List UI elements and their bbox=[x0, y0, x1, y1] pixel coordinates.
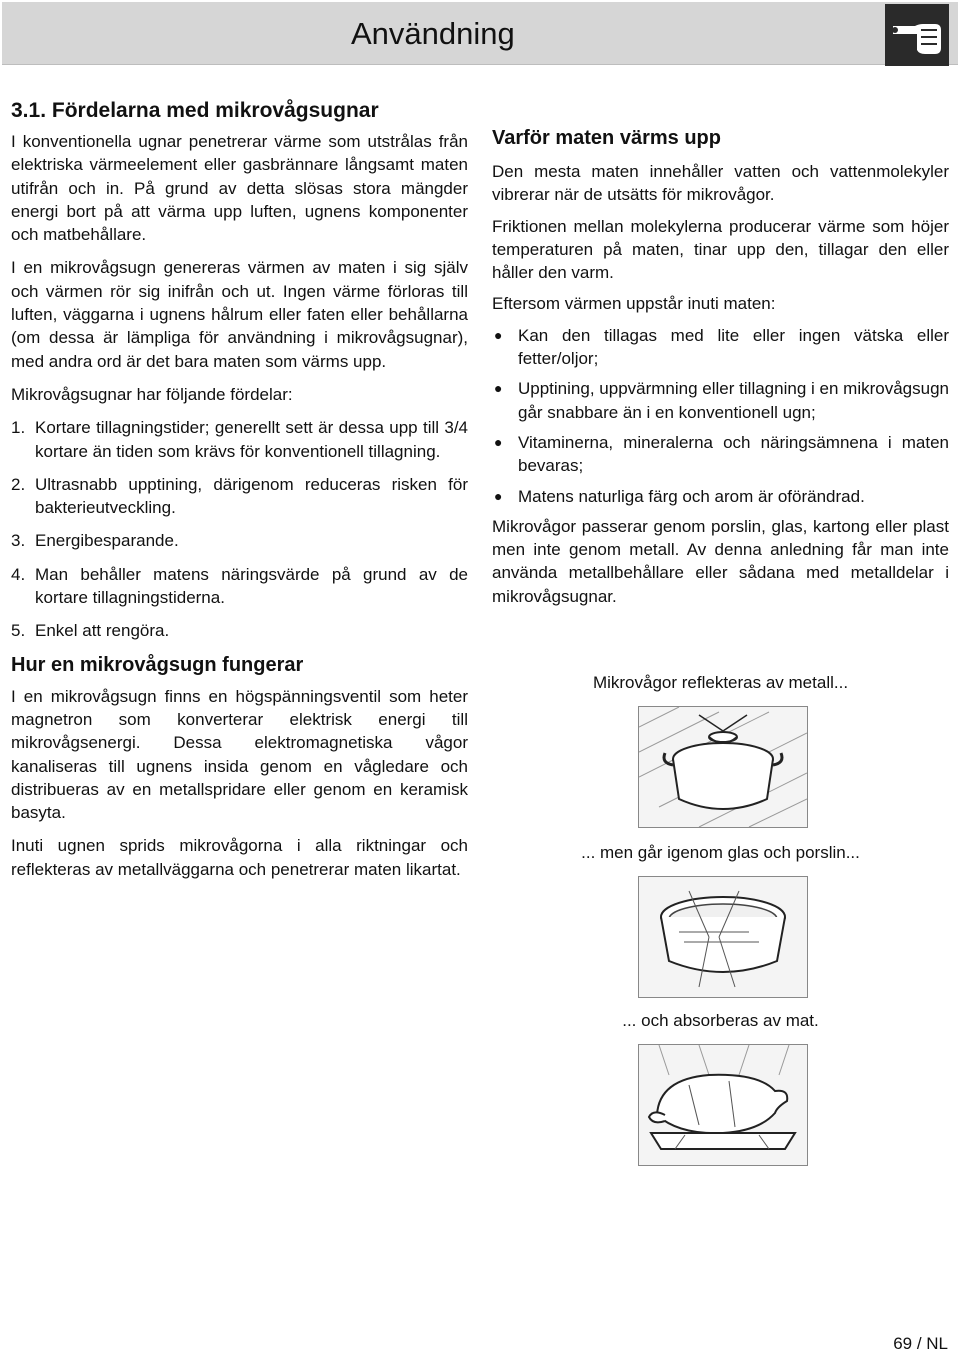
glass-caption: ... men går igenom glas och porslin... bbox=[581, 843, 860, 862]
list-text: Ultrasnabb upptining, därigenom reduceras risken för bakterieutveckling. bbox=[35, 474, 468, 518]
materials-paragraph: Mikrovågor passerar genom porslin, glas, kartong eller plast men inte genom metall. Av denna anledning får man inte använda metallbehållare eller sådana med metalldelar i mikrovågsugnar. bbox=[492, 516, 949, 606]
bullet-icon: ● bbox=[494, 487, 503, 504]
benefits-list bbox=[492, 324, 949, 508]
list-number: 3. bbox=[11, 531, 26, 551]
bullet-icon: ● bbox=[494, 433, 503, 450]
intro-paragraph: I konventionella ugnar penetrerar värme som utstrålas från elektriska värmeelement eller gasbrännare långsamt maten utifrån och in. På grund av detta slösas stora mängder energi bort på att värma upp luften, ugnens komponenter och matbehållare. bbox=[11, 132, 468, 245]
list-item bbox=[492, 431, 949, 478]
food-caption: ... och absorberas av mat. bbox=[622, 1011, 819, 1030]
list-text: Kortare tillagningstider; generellt sett är dessa upp till 3/4 kortare än tiden som krävs för konventionell tillagning. bbox=[35, 418, 468, 461]
water-molecules-paragraph: Den mesta maten innehåller vatten och vattenmolekyler vibrerar när de utsätts för mikrovågor. bbox=[492, 162, 949, 205]
page-header bbox=[2, 2, 958, 65]
list-item bbox=[492, 377, 949, 424]
roast-chicken-illustration bbox=[638, 1044, 808, 1166]
list-text: Vitaminerna, mineralerna och näringsämnena i maten bevaras; bbox=[518, 432, 949, 476]
reflection-paragraph: Inuti ugnen sprids mikrovågorna i alla riktningar och reflekteras av metallväggarna och penetrerar maten likartat. bbox=[11, 836, 468, 879]
list-text: Energibesparande. bbox=[35, 531, 179, 551]
list-number: 4. bbox=[11, 564, 26, 584]
pointing-hand-icon bbox=[885, 4, 949, 66]
list-number: 5. bbox=[11, 621, 26, 641]
bullet-icon: ● bbox=[494, 326, 503, 343]
magnetron-paragraph: I en mikrovågsugn finns en högspänningsventil som heter magnetron som konverterar elektrisk energi till mikrovågsenergi. Dessa elektromagnetiska vågor kanaliseras till ugnens insida genom en vågledare och distribueras av en metallspridare eller genom en keramisk basyta. bbox=[11, 686, 468, 823]
section-title: 3.1. Fördelarna med mikrovågsugnar bbox=[11, 99, 379, 122]
microwave-heat-paragraph: I en mikrovågsugn genereras värmen av maten i sig själv och värmen rör sig inifrån och ut. Ingen värme förloras till luften, väggarna i ugnens hålrum eller faten eller behållarna (om dessa är lämpliga för användning i mikrovågsugnar), med andra ord är det bara maten som värms upp. bbox=[11, 258, 468, 371]
list-number: 1. bbox=[11, 418, 26, 438]
list-item bbox=[11, 416, 468, 463]
left-column bbox=[11, 96, 468, 881]
header-title: Användning bbox=[351, 16, 515, 51]
list-item bbox=[11, 529, 468, 552]
list-item bbox=[492, 324, 949, 371]
list-item bbox=[11, 563, 468, 610]
page-number: 69 / NL bbox=[893, 1334, 948, 1353]
list-text: Kan den tillagas med lite eller ingen vätska eller fetter/oljor; bbox=[518, 325, 949, 369]
bullet-icon: ● bbox=[494, 380, 503, 397]
list-text: Upptining, uppvärmning eller tillagning i en mikrovågsugn går snabbare än i en konventionell ugn; bbox=[518, 379, 949, 422]
metal-pot-illustration bbox=[638, 706, 808, 828]
advantages-list bbox=[11, 416, 468, 642]
how-it-works-heading: Hur en mikrovågsugn fungerar bbox=[11, 653, 304, 676]
why-food-heats-heading: Varför maten värms upp bbox=[492, 127, 721, 149]
list-item bbox=[11, 619, 468, 642]
list-text: Matens naturliga färg och arom är oförändrad. bbox=[518, 486, 865, 506]
list-text: Enkel att rengöra. bbox=[35, 621, 170, 641]
friction-paragraph: Friktionen mellan molekylerna producerar värme som höjer temperaturen på maten, tinar upp den, tillagar den eller håller den varm. bbox=[492, 216, 949, 283]
list-item bbox=[11, 473, 468, 520]
metal-caption: Mikrovågor reflekteras av metall... bbox=[592, 673, 849, 692]
right-column bbox=[492, 124, 949, 608]
advantages-intro: Mikrovågsugnar har följande fördelar: bbox=[11, 384, 293, 404]
heat-inside-paragraph: Eftersom värmen uppstår inuti maten: bbox=[492, 294, 776, 314]
list-number: 2. bbox=[11, 474, 26, 494]
glass-dish-illustration bbox=[638, 876, 808, 998]
list-item bbox=[492, 485, 949, 508]
list-text: Man behåller matens näringsvärde på grund av de kortare tillagningstiderna. bbox=[35, 564, 468, 608]
